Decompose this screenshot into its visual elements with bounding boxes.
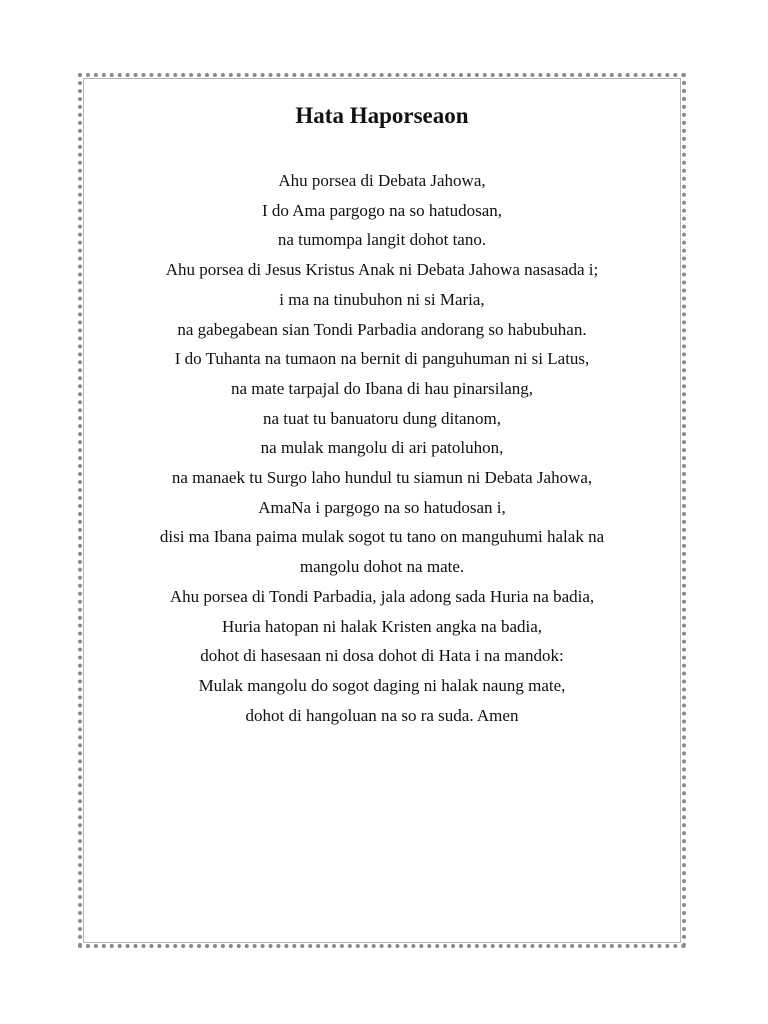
text-line: AmaNa i pargogo na so hatudosan i,	[258, 497, 506, 517]
text-line: I do Ama pargogo na so hatudosan,	[261, 200, 502, 220]
document-title: Hata Haporseaon	[295, 103, 469, 128]
text-line: na tumompa langit dohot tano.	[277, 230, 487, 250]
text-line: dohot di hasesaan ni dosa dohot di Hata i na mandok:	[200, 646, 564, 666]
text-line: mangolu dohot na mate.	[299, 557, 465, 577]
text-line: i ma na tinubuhon ni si Maria,	[279, 289, 485, 309]
text-line: Ahu porsea di Tondi Parbadia, jala adong sada Huria na badia,	[169, 586, 595, 606]
text-line: Ahu porsea di Jesus Kristus Anak ni Debata Jahowa nasasada i;	[165, 260, 599, 280]
text-line: I do Tuhanta na tumaon na bernit di panguhuman ni si Latus,	[174, 349, 590, 369]
text-line: disi ma Ibana paima mulak sogot tu tano on manguhumi halak na	[159, 527, 605, 547]
text-line: na mate tarpajal do Ibana di hau pinarsilang,	[230, 378, 534, 398]
creed-text	[82, 166, 682, 730]
text-line: na manaek tu Surgo laho hundul tu siamun ni Debata Jahowa,	[171, 468, 593, 488]
text-line: na tuat tu banuatoru dung ditanom,	[263, 408, 501, 428]
text-line: na gabegabean sian Tondi Parbadia andorang so habubuhan.	[177, 319, 587, 339]
text-line: dohot di hangoluan na so ra suda. Amen	[245, 705, 519, 725]
text-line: Mulak mangolu do sogot daging ni halak naung mate,	[198, 675, 566, 695]
document-body	[82, 100, 682, 730]
text-line: na mulak mangolu di ari patoluhon,	[260, 438, 504, 458]
text-line: Ahu porsea di Debata Jahowa,	[278, 171, 486, 190]
text-line: Huria hatopan ni halak Kristen angka na badia,	[221, 616, 543, 636]
